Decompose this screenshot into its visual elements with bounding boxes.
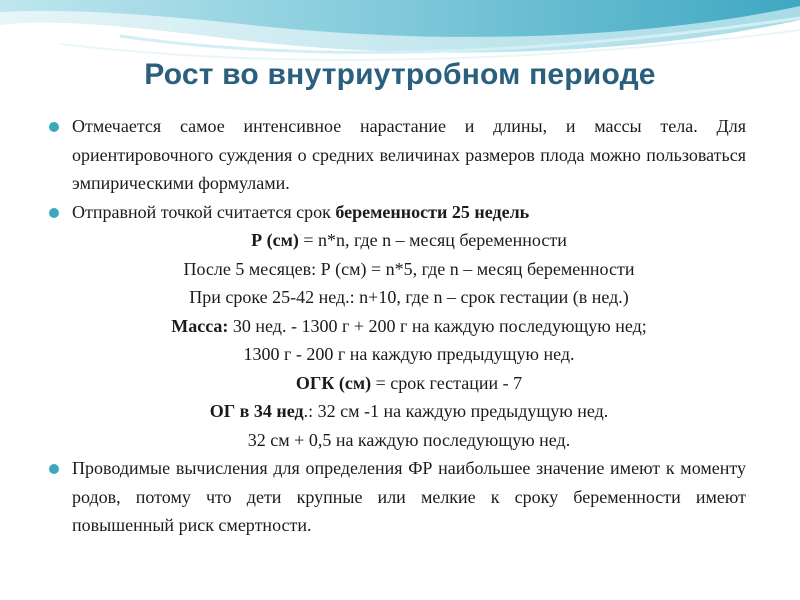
formula-line-8 [46, 426, 746, 455]
bullet-text: Проводимые вычисления для определения ФР наибольшее значение имеют к моменту родов, потому что дети крупные или мелкие к сроку беременности имеют повышенный риск смертности. [72, 458, 746, 535]
bullet-dot-icon [49, 122, 59, 132]
formula-bold: ОГ в 34 нед [209, 401, 304, 421]
formula-line-2 [46, 255, 746, 284]
formula-line-6 [46, 369, 746, 398]
bullet-paragraph-1 [46, 112, 746, 198]
bullet-text-plain: Отправной точкой считается срок [72, 201, 336, 222]
formula-text: .: 32 см -1 на каждую предыдущую нед. [303, 401, 609, 421]
slide-body [46, 112, 746, 540]
formula-text: = n*n, где n – месяц беременности [298, 230, 567, 250]
bullet-paragraph-2 [46, 198, 746, 227]
formula-line-5 [46, 340, 746, 369]
bullet-paragraph-3 [46, 454, 746, 540]
formula-text: 1300 г - 200 г на каждую предыдущую нед. [243, 344, 575, 364]
formula-line-1 [46, 226, 746, 255]
formula-text: 32 см + 0,5 на каждую последующую нед. [247, 429, 571, 450]
formula-bold: Масса: [171, 315, 229, 336]
formula-line-7 [46, 397, 746, 426]
slide-title: Рост во внутриутробном периоде [144, 58, 656, 91]
formula-line-3 [46, 283, 746, 312]
bullet-text: Отмечается самое интенсивное нарастание и длины, и массы тела. Для ориентировочного суждения о средних величинах размеров плода можно пользоваться эмпирическими формулами. [72, 116, 746, 193]
formula-bold: Р (см) [251, 230, 299, 250]
formula-line-4 [46, 312, 746, 341]
formula-text: 30 нед. - 1300 г + 200 г на каждую последующую нед; [228, 315, 647, 336]
formula-text: После 5 месяцев: Р (см) = n*5, где n – месяц беременности [183, 258, 635, 279]
formula-bold: ОГК (см) [295, 372, 372, 393]
bullet-dot-icon [49, 464, 59, 474]
bullet-text-bold: беременности 25 недель [335, 201, 530, 222]
formula-text: = срок гестации - 7 [371, 372, 523, 393]
bullet-dot-icon [49, 208, 59, 218]
formula-text: При сроке 25-42 нед.: n+10, где n – срок гестации (в нед.) [189, 287, 629, 307]
